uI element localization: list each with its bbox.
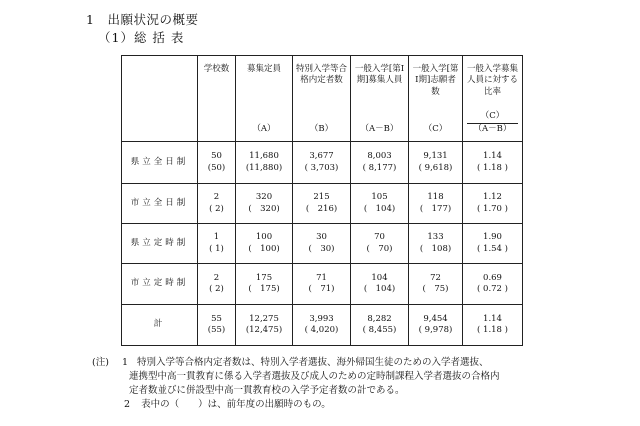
table-row [122, 224, 523, 264]
data-cell: 104 ( 104) [351, 264, 409, 305]
data-cell: 11,680 (11,880) [236, 142, 293, 184]
data-cell: 2 ( 2) [198, 264, 236, 305]
col-header-special-admission: 特別入学等合格内定者数 （B） [293, 56, 351, 142]
row-header: 市立定時制 [122, 264, 198, 305]
row-header: 県立全日制 [122, 142, 198, 184]
table-row [122, 184, 523, 224]
note-2: 2 表中の（ ）は、前年度の出願時のもの。 [124, 399, 331, 410]
data-cell: 30 ( 30) [293, 224, 351, 264]
col-header-capacity: 募集定員 （A） [236, 56, 293, 142]
row-header: 市立全日制 [122, 184, 198, 224]
data-cell: 1 ( 1) [198, 224, 236, 264]
summary-table [121, 55, 523, 346]
data-cell: 12,275 (12,475) [236, 305, 293, 346]
data-cell: 100 ( 100) [236, 224, 293, 264]
data-cell: 1.14 ( 1.18 ) [463, 142, 523, 184]
data-cell: 1.14 ( 1.18 ) [463, 305, 523, 346]
data-cell: 2 ( 2) [198, 184, 236, 224]
note-1-line-2: 連携型中高一貫教育に係る入学者選抜及び成人のための定時制課程入学者選抜の合格内 [129, 371, 500, 382]
data-cell: 175 ( 175) [236, 264, 293, 305]
data-cell: 215 ( 216) [293, 184, 351, 224]
row-header: 県立定時制 [122, 224, 198, 264]
data-cell: 3,677 ( 3,703) [293, 142, 351, 184]
note-1-line-1: (注) 1 特別入学等合格内定者数は、特別入学者選抜、海外帰国生徒のための入学者選抜、 [92, 357, 489, 368]
data-cell: 9,131 ( 9,618) [409, 142, 463, 184]
data-cell: 3,993 ( 4,020) [293, 305, 351, 346]
row-header-total: 計 [122, 305, 198, 346]
table-row-total [122, 305, 523, 346]
data-cell: 8,003 ( 8,177) [351, 142, 409, 184]
note-1-number: 1 [121, 357, 128, 368]
table-row [122, 264, 523, 305]
section-heading: 1 出願状況の概要 [86, 12, 199, 27]
data-cell: 1.12 ( 1.70 ) [463, 184, 523, 224]
data-cell: 55 (55) [198, 305, 236, 346]
data-cell: 133 ( 108) [409, 224, 463, 264]
table-row [122, 142, 523, 184]
data-cell: 118 ( 177) [409, 184, 463, 224]
data-cell: 0.69 ( 0.72 ) [463, 264, 523, 305]
data-cell: 70 ( 70) [351, 224, 409, 264]
table-notes [92, 356, 602, 412]
header-row [122, 56, 523, 142]
data-cell: 50 (50) [198, 142, 236, 184]
note-prefix: (注) [92, 357, 109, 368]
note-2-number: 2 [124, 399, 131, 410]
data-cell: 71 ( 71) [293, 264, 351, 305]
data-cell: 9,454 ( 9,978) [409, 305, 463, 346]
col-header-ratio: 一般入学募集人員に対する比率 （C） （A－B） [463, 56, 523, 142]
data-cell: 72 ( 75) [409, 264, 463, 305]
data-cell: 1.90 ( 1.54 ) [463, 224, 523, 264]
data-cell: 320 ( 320) [236, 184, 293, 224]
ratio-denominator: （A－B） [473, 123, 512, 134]
ratio-numerator: （C） [480, 111, 505, 122]
subsection-heading: （1）総 括 表 [98, 30, 185, 45]
data-cell: 8,282 ( 8,455) [351, 305, 409, 346]
note-1-line-3: 定者数並びに併設型中高一貫教育校の入学予定者数の計である。 [129, 385, 405, 396]
corner-cell [122, 56, 198, 142]
data-cell: 105 ( 104) [351, 184, 409, 224]
col-header-applicants: 一般入学[第I期]志願者数 （C） [409, 56, 463, 142]
col-header-schools: 学校数 [198, 56, 236, 142]
col-header-general-quota: 一般入学[第I期]募集人員 （A－B） [351, 56, 409, 142]
